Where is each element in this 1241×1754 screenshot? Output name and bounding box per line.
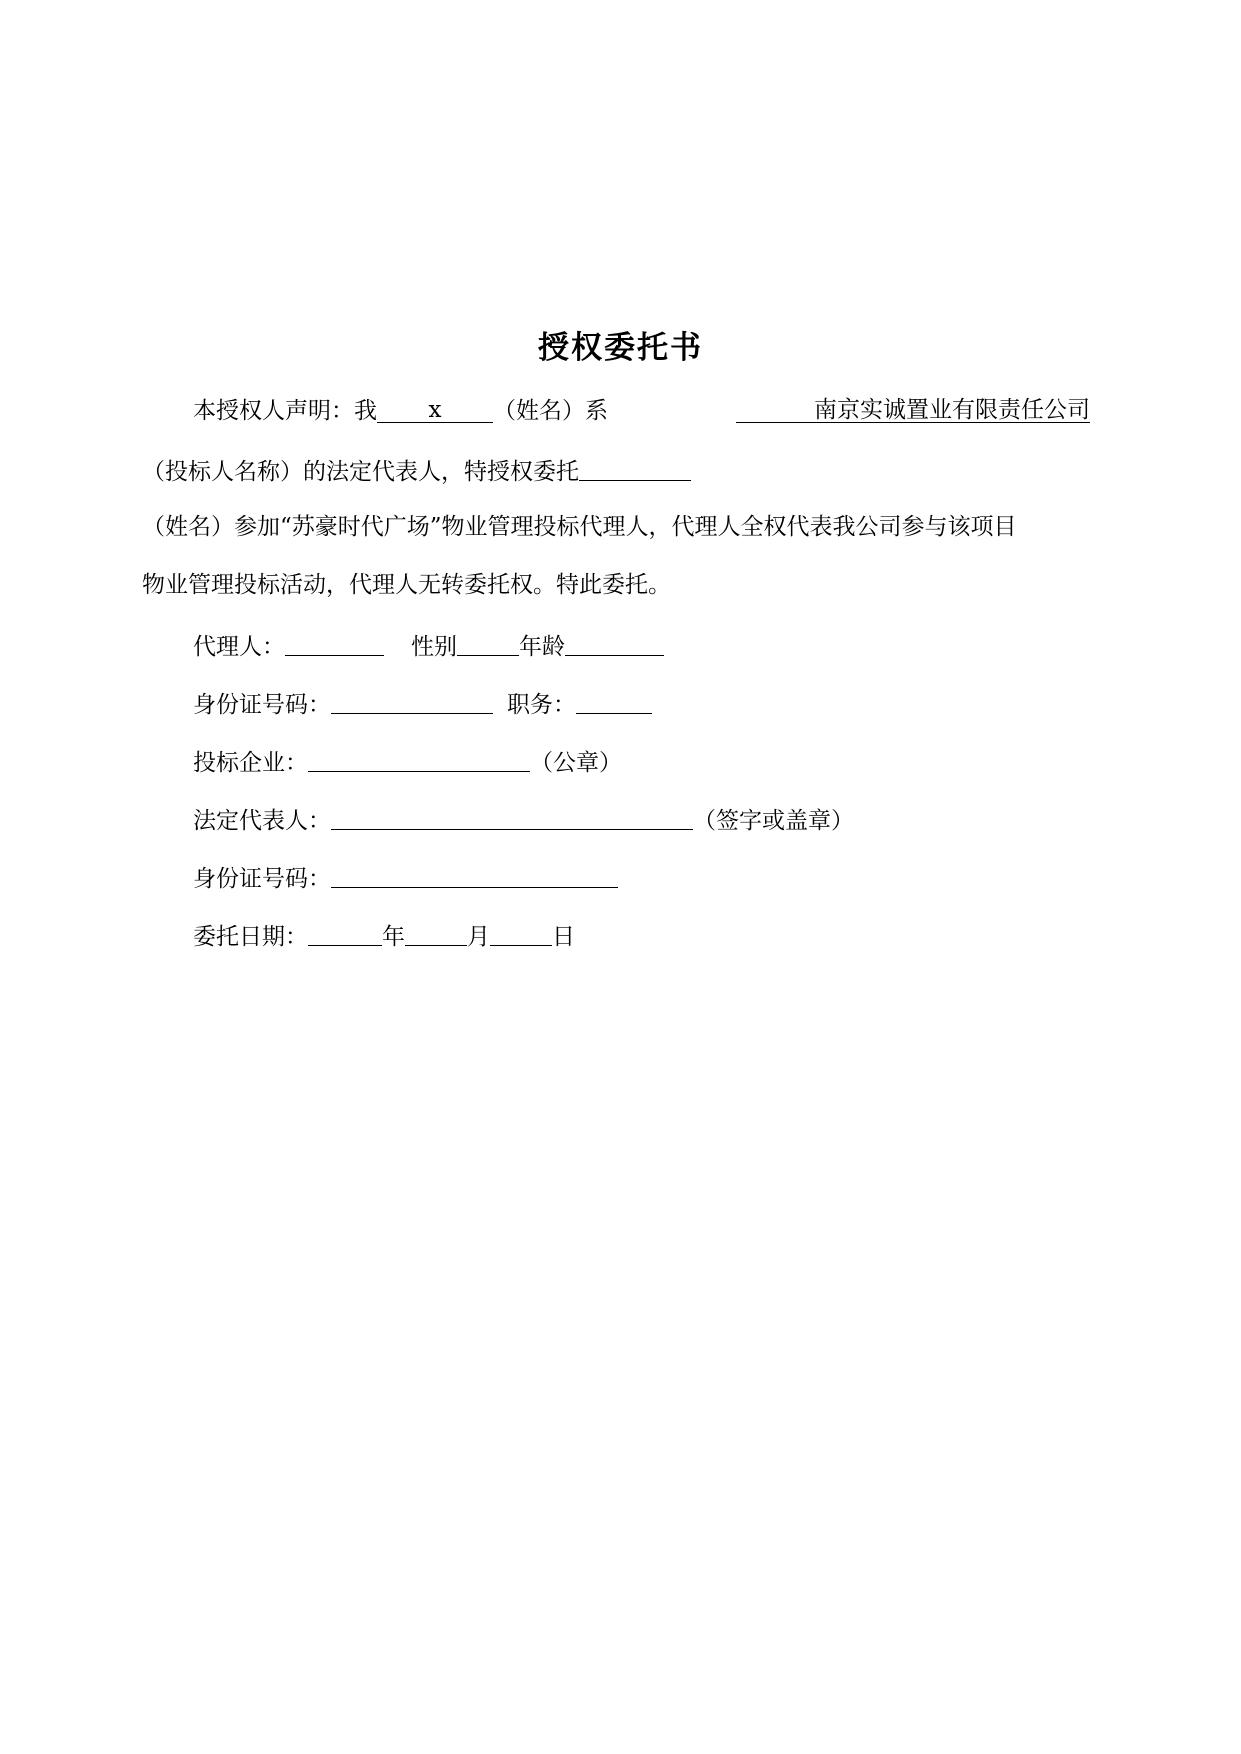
age-label: 年龄 (519, 634, 565, 660)
gender-label: 性别 (411, 634, 457, 660)
month-label: 月 (467, 924, 490, 950)
declaration-line-4: 物业管理投标活动，代理人无转委托权。特此委托。 (142, 572, 671, 598)
age-blank (565, 631, 664, 656)
company-name-value: 南京实诚置业有限责任公司 (814, 397, 1090, 423)
day-label: 日 (552, 924, 575, 950)
authorizer-name-value: x (428, 397, 442, 423)
declaration-prefix: 本授权人声明：我 (193, 398, 377, 424)
legal-id-blank (331, 863, 618, 888)
date-row (193, 919, 575, 952)
company-label: 投标企业： (193, 750, 308, 776)
gender-blank (457, 631, 519, 656)
month-blank (405, 921, 467, 946)
legal-rep-label: 法定代表人： (193, 808, 331, 834)
document-title: 授权委托书 (538, 330, 703, 366)
legal-rep-row (193, 803, 854, 836)
position-label: 职务： (507, 692, 576, 718)
legal-id-row (193, 861, 618, 894)
legal-id-label: 身份证号码： (193, 866, 331, 892)
year-label: 年 (382, 924, 405, 950)
position-blank (576, 689, 652, 714)
id-label: 身份证号码： (193, 692, 331, 718)
declaration-line-1 (193, 396, 608, 426)
agent-label: 代理人： (193, 634, 285, 660)
name-note: （姓名）系 (493, 398, 608, 424)
authorizer-name-field (377, 398, 493, 423)
company-blank (308, 747, 530, 772)
seal-note: （公章） (530, 750, 622, 776)
agent-row (193, 629, 664, 662)
agent-name-blank (579, 456, 691, 481)
sign-note: （签字或盖章） (693, 808, 854, 834)
declaration-line-2-text: （投标人名称）的法定代表人，特授权委托 (142, 459, 579, 485)
company-row (193, 745, 622, 778)
day-blank (490, 921, 552, 946)
company-name-field (736, 396, 1090, 426)
id-position-row (193, 687, 652, 720)
id-blank (331, 689, 493, 714)
declaration-line-2 (142, 454, 691, 487)
declaration-line-3: （姓名）参加“苏豪时代广场”物业管理投标代理人，代理人全权代表我公司参与该项目 (142, 514, 1017, 540)
date-label: 委托日期： (193, 924, 308, 950)
legal-rep-blank (331, 805, 693, 830)
company-name-blank (736, 398, 1090, 423)
year-blank (308, 921, 382, 946)
agent-blank (285, 631, 384, 656)
